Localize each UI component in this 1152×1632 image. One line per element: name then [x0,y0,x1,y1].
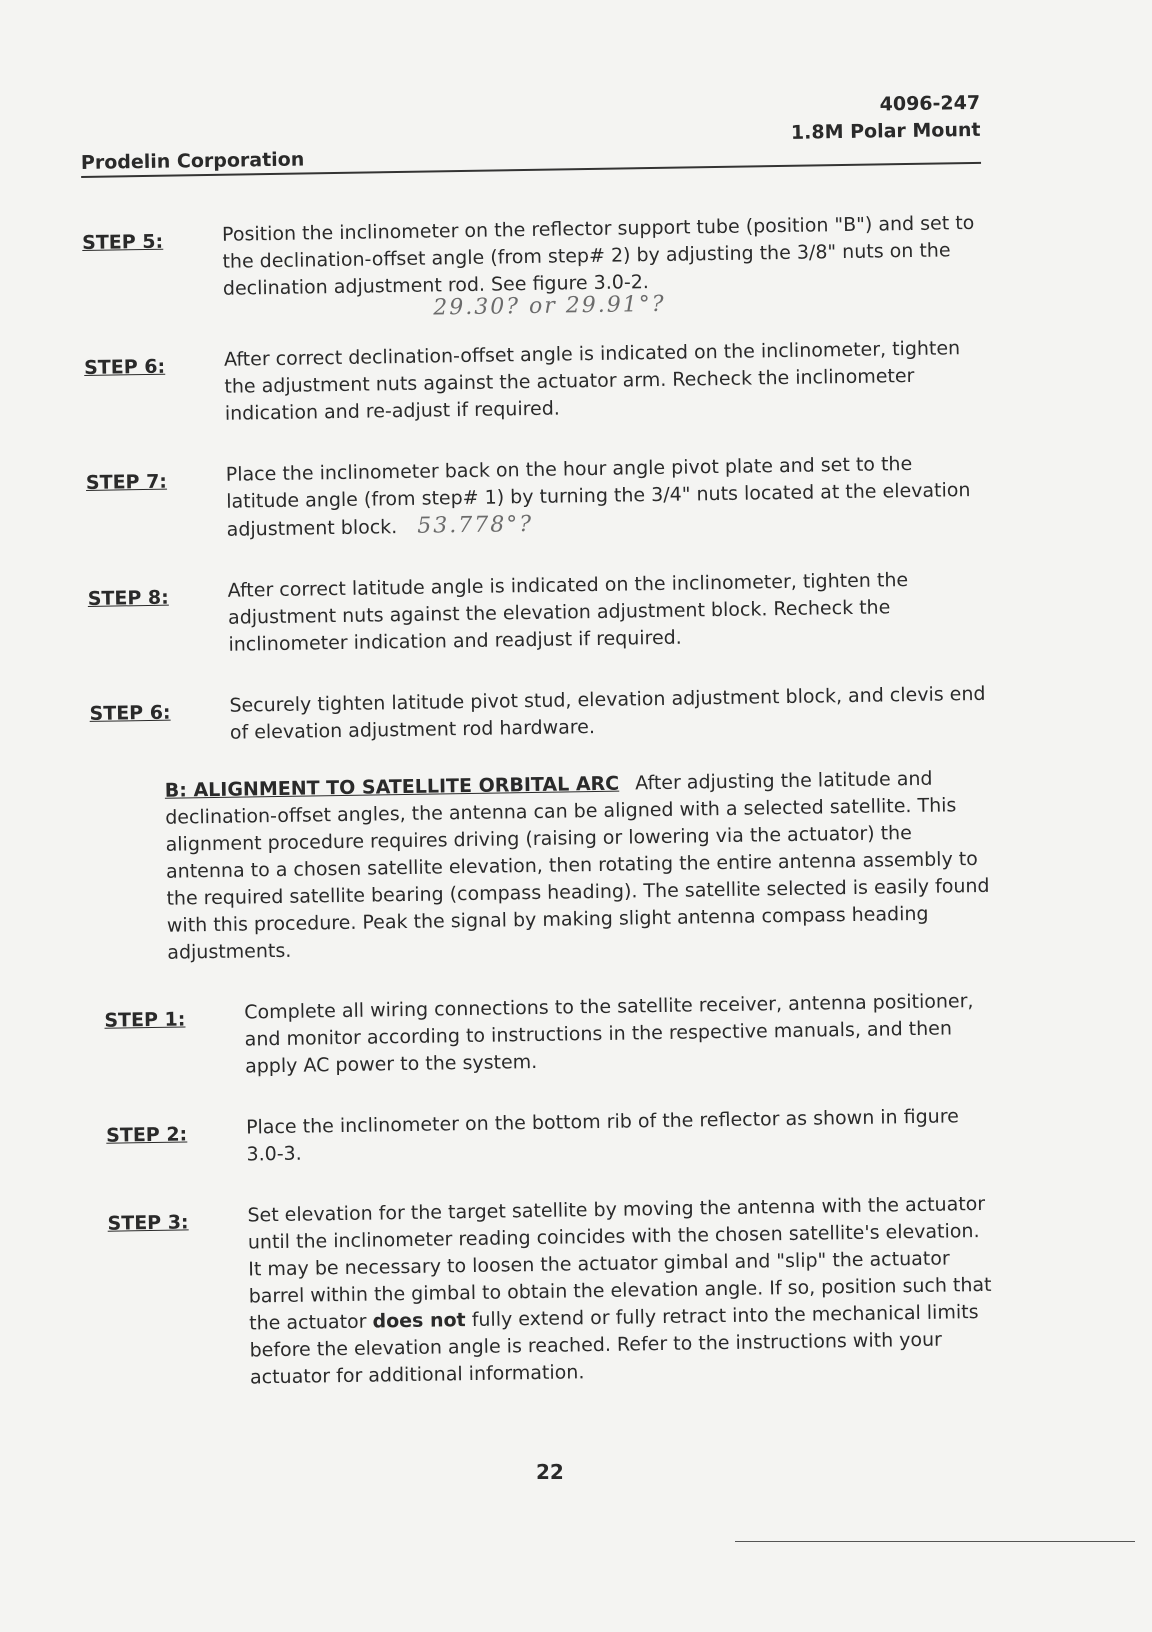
step-label: STEP 8: [87,586,169,610]
step-label: STEP 6: [83,355,166,379]
section-text: After adjusting the latitude and declination-offset angles, the antenna can be aligned with a selected satellite. This alignment procedure requires driving (raising or lowering via the actuator) the antenna to a chosen satellite elevation, then rotating the entire antenna assembly to the required satellite bearing (compass heading). The satellite selected is easily found with this procedure. Peak the signal by making slight antenna compass heading adjustments. [165,767,990,964]
step-text: After correct declination-offset angle is indicated on the inclinometer, tighten the adjustment nuts against the actuator arm. Recheck the inclinometer indication and re-adjust if required. [223,337,961,425]
step-label: STEP 3: [107,1211,189,1235]
page-number: 22 [536,1460,564,1484]
step-b1 [104,988,995,1083]
step-label: STEP 7: [85,470,168,494]
page-header [80,90,981,178]
step-8 [87,566,988,661]
step-text-emphasis: does not [372,1309,466,1333]
handwritten-note-latitude: 53.778°? [417,511,534,539]
step-text-body: Place the inclinometer back on the hour angle pivot plate and set to the latitude angle (from step# 1) by turning the 3/4" nuts located at the elevation adjustment block. [225,452,971,541]
step-6-second [89,681,990,749]
step-b2 [106,1103,997,1171]
document-body [80,90,1000,1394]
step-text: Place the inclinometer on the bottom rib of the reflector as shown in figure 3.0-3. [245,1105,959,1166]
step-text: Position the inclinometer on the reflector support tube (position "B") and set to the declination-offset angle (from step# 2) by adjusting the 3/8" nuts on the declination adjustment rod. See figure 3.0-2. [221,211,975,300]
step-text [247,1191,1000,1392]
step-7 [86,450,987,546]
step-text: Complete all wiring connections to the satellite receiver, antenna positioner, and monitor according to instructions in the respective manuals, and then apply AC power to the system. [244,990,974,1078]
step-text-part1: Set elevation for the target satellite by moving the antenna with the actuator until the inclinometer reading coincides with the chosen satellite's elevation. It may be necessary to loosen the actuator gimbal and "slip" the actuator barrel within the gimbal to obtain the elevation angle. If so, position such that the actuator [247,1192,992,1335]
section-b [165,765,994,967]
header-right [790,90,980,147]
step-text: After correct latitude angle is indicated on the inclinometer, tighten the adjustment nuts against the elevation adjustment block. Recheck the inclinometer indication and readjust if required. [227,569,909,656]
step-label: STEP 2: [106,1123,188,1147]
handwritten-note-declination: 29.30? or 29.91°? [433,291,666,321]
step-text [226,450,987,544]
step-6 [84,335,985,430]
step-text: Securely tighten latitude pivot stud, elevation adjustment block, and clevis end of elevation adjustment rod hardware. [229,682,986,744]
step-label: STEP 5: [82,230,164,254]
step-5 [82,210,983,305]
step-label: STEP 1: [104,1008,186,1032]
company-name: Prodelin Corporation [80,148,305,174]
doc-title: 1.8M Polar Mount [790,118,981,144]
doc-number: 4096-247 [879,91,981,116]
step-text-part2: fully extend or fully retract into the mechanical limits before the elevation angle is reached. Refer to the instructions with your actuator for additional information. [249,1301,979,1389]
step-b3 [107,1191,1000,1394]
step-label: STEP 6: [89,701,171,725]
section-title: B: ALIGNMENT TO SATELLITE ORBITAL ARC [164,772,620,802]
footer-rule [735,1541,1135,1542]
